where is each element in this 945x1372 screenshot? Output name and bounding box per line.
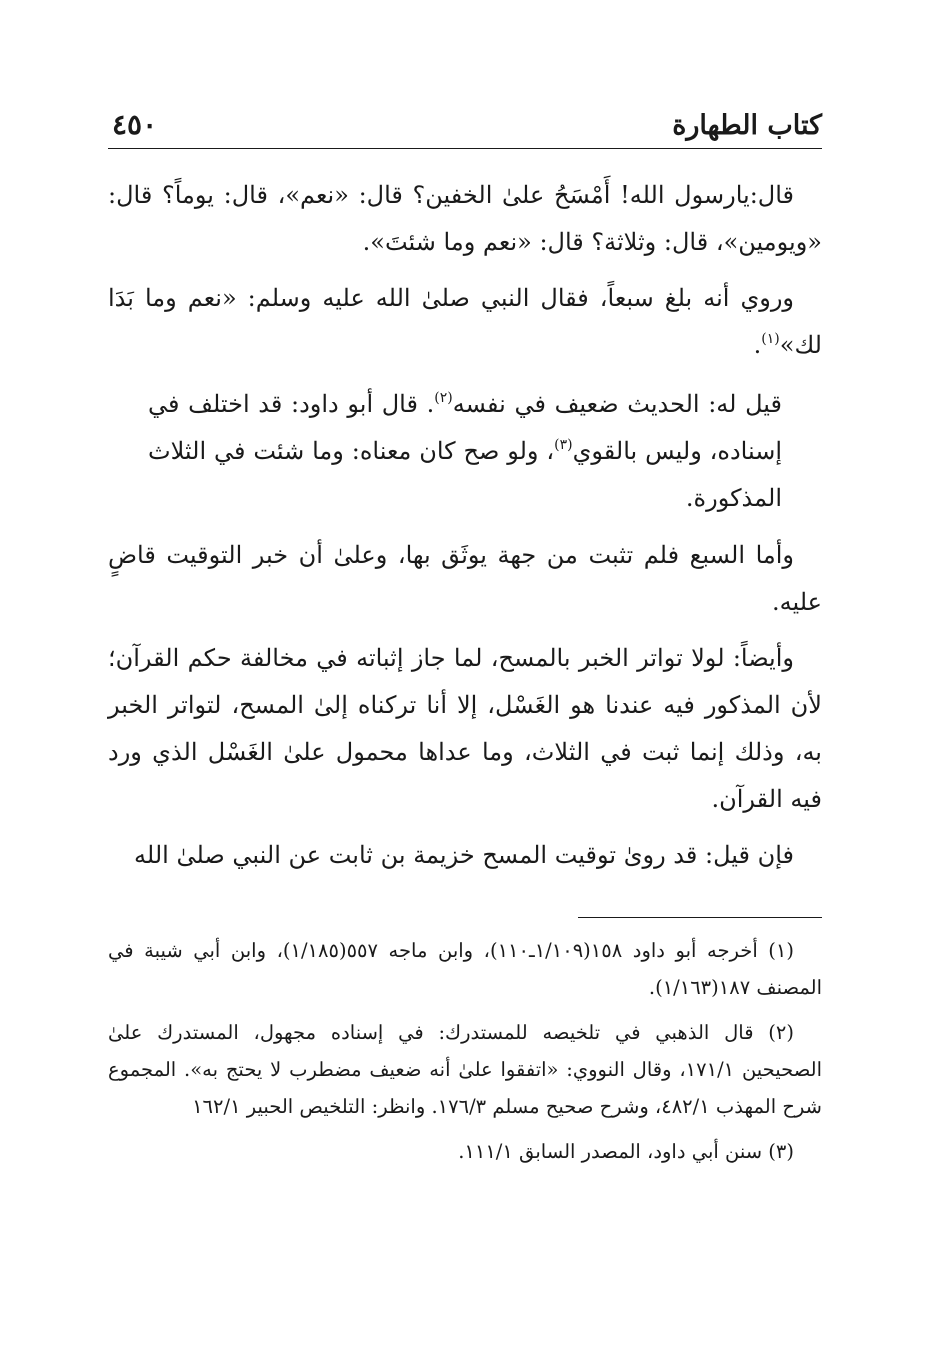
page-number: ٤٥٠ [112, 108, 158, 141]
paragraph: وأما السبع فلم تثبت من جهة يوثَق بها، وعلىٰ أن خبر التوقيت قاضٍ عليه. [108, 541, 822, 616]
paragraph-text: وروي أنه بلغ سبعاً، فقال النبي صلىٰ الله عليه وسلم: «نعم وما بَدَا لك» [108, 284, 822, 359]
quote-text: قيل له: الحديث ضعيف في نفسه [452, 390, 783, 418]
footnote-ref[interactable]: (٣) [554, 437, 573, 453]
footnote-ref[interactable]: (١) [761, 331, 780, 347]
footnote: (٣) سنن أبي داود، المصدر السابق ١١١/١. [458, 1140, 794, 1163]
chapter-title: كتاب الطهارة [672, 110, 822, 141]
footnote-separator [578, 917, 822, 918]
quote-text: . قال أبو داود: قد اختلف في إسناده، وليس بالقوي [148, 390, 783, 465]
footnote-ref[interactable]: (٢) [434, 390, 453, 406]
paragraph-end: . [753, 331, 762, 359]
paragraph: فإن قيل: قد روىٰ توقيت المسح خزيمة بن ثابت عن النبي صلىٰ الله [134, 841, 794, 869]
main-text [108, 172, 822, 888]
footnotes [108, 932, 822, 1178]
footnote: (١) أخرجه أبو داود ١٥٨(١/١٠٩ـ١١٠)، وابن ماجه ٥٥٧(١/١٨٥)، وابن أبي شيبة في المصنف ١٨٧(١/١٦٣). [108, 939, 822, 999]
paragraph: قال:يارسول الله! أَمْسَحُ علىٰ الخفين؟ قال: «نعم»، قال: يوماً؟ قال: «ويومين»، قال: وثلاثة؟ قال: «نعم وما شئتَ». [108, 181, 822, 256]
footnote: (٢) قال الذهبي في تلخيصه للمستدرك: في إسناده مجهول، المستدرك علىٰ الصحيحين ١٧١/١، وقال النووي: «اتفقوا علىٰ أنه ضعيف مضطرب لا يحتج به». المجموع شرح المهذب ٤٨٢/١، وشرح صحيح مسلم ١٧٦/٣. وانظر: التلخيص الحبير ١٦٢/١ [108, 1021, 822, 1118]
page-header [108, 104, 822, 149]
quote-text: ، ولو صح كان معناه: وما شئت في الثلاث المذكورة. [148, 437, 782, 512]
paragraph: وأيضاً: لولا تواتر الخبر بالمسح، لما جاز إثباته في مخالفة حكم القرآن؛ لأن المذكور فيه عندنا هو الغَسْل، إلا أنا تركناه إلىٰ المسح، لتواتر الخبر به، وذلك إنما ثبت في الثلاث، وما عداها محمول علىٰ الغَسْل الذي ورد فيه القرآن. [108, 644, 822, 813]
paragraph [108, 275, 822, 369]
indented-quote [148, 381, 782, 522]
